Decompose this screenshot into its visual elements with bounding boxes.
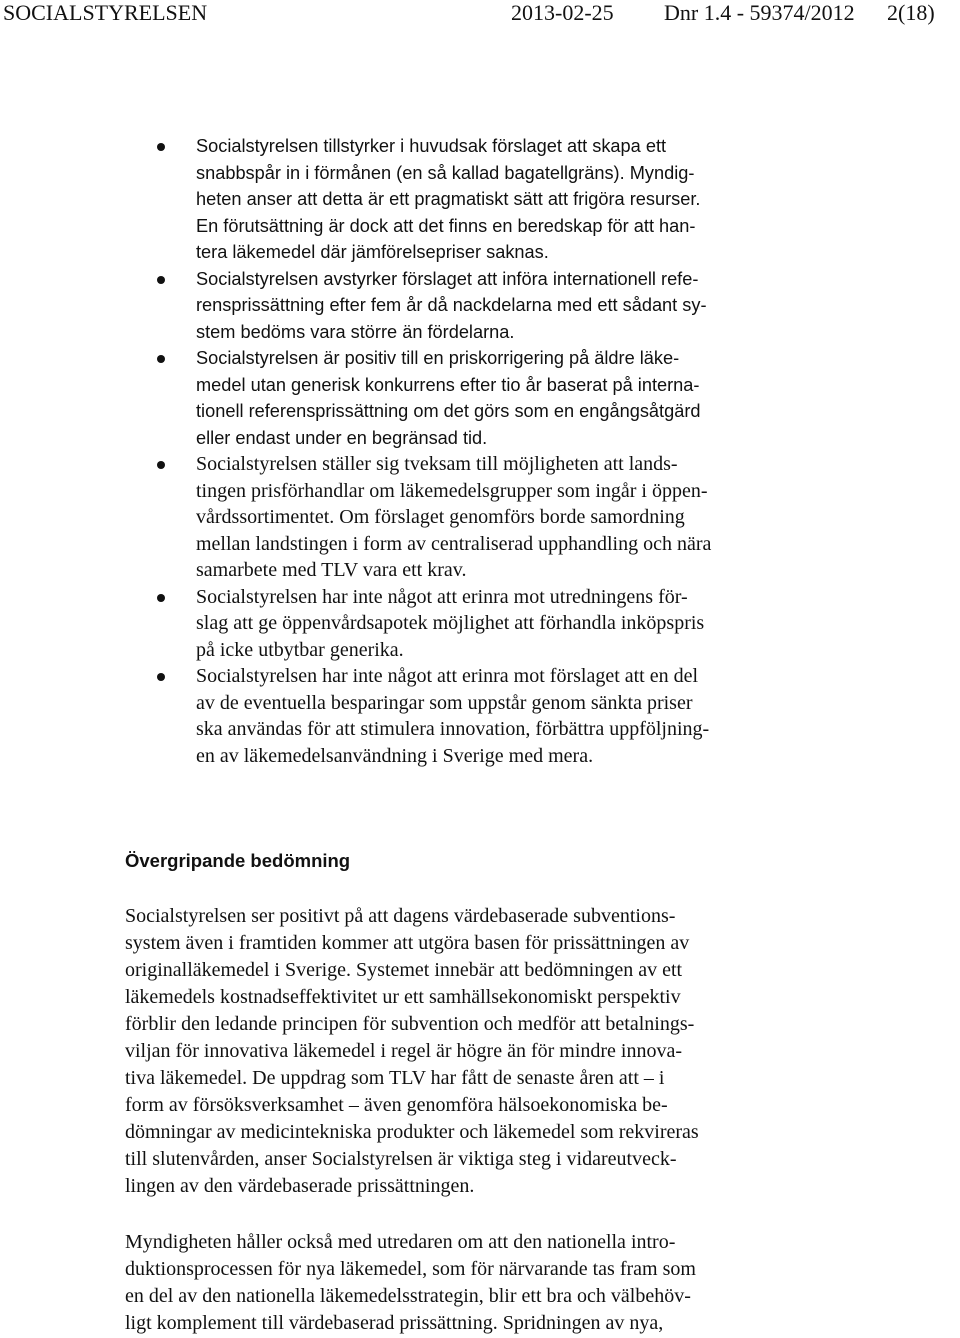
bullet-icon (157, 594, 165, 602)
bullet-icon (157, 355, 165, 363)
text-line: Socialstyrelsen har inte något att erinra mot utredningens för- (196, 585, 688, 608)
text-line: medel utan generisk konkurrens efter tio år baserat på interna- (196, 374, 700, 395)
bullet-list (0, 133, 960, 769)
text-line: Myndigheten håller också med utredaren om att den nationella intro- (125, 1231, 676, 1253)
bullet-icon (157, 276, 165, 284)
text-line: Socialstyrelsen ser positivt på att dagens värdebaserade subventions- (125, 905, 676, 927)
text-line: En förutsättning är dock att det finns en beredskap för att han- (196, 215, 696, 236)
text-line: Socialstyrelsen ställer sig tveksam till möjligheten att lands- (196, 453, 678, 475)
text-line: en av läkemedelsanvändning i Sverige med mera. (196, 744, 594, 767)
text-line: vårdssortimentet. Om förslaget genomförs borde samordning (196, 506, 685, 528)
text-line: Socialstyrelsen är positiv till en priskorrigering på äldre läke- (196, 348, 680, 368)
text-line: ska användas för att stimulera innovation, förbättra uppföljning- (196, 718, 710, 740)
text-line: stem bedöms vara större än fördelarna. (196, 321, 515, 342)
text-line: mellan landstingen i form av centraliserad upphandling och nära (196, 532, 712, 555)
text-line: på icke utbytbar generika. (196, 638, 404, 661)
bullet-item (0, 133, 960, 266)
paragraph (125, 1229, 845, 1337)
text-line: rensprissättning efter fem år då nackdelarna med ett sådant sy- (196, 295, 707, 315)
text-line: viljan för innovativa läkemedel i regel är högre än för mindre innova- (125, 1040, 683, 1062)
text-line: tera läkemedel där jämförelsepriser saknas. (196, 242, 549, 262)
bullet-icon (157, 461, 165, 469)
text-line: duktionsprocessen för nya läkemedel, som för närvarande tas fram som (125, 1258, 696, 1280)
text-line: tingen prisförhandlar om läkemedelsgrupper som ingår i öppen- (196, 479, 708, 502)
bullet-item (0, 663, 960, 769)
text-line: snabbspår in i förmånen (en så kallad bagatellgräns). Myndig- (196, 162, 695, 183)
bullet-item (0, 584, 960, 664)
page-number: 2(18) (887, 0, 935, 25)
text-line: läkemedels kostnadseffektivitet ur ett samhällsekonomiskt perspektiv (125, 986, 681, 1008)
text-line: Socialstyrelsen tillstyrker i huvudsak förslaget att skapa ett (196, 136, 667, 156)
bullet-icon (157, 143, 165, 151)
text-line: heten anser att detta är ett pragmatiskt sätt att frigöra resurser. (196, 189, 701, 209)
organization-name: SOCIALSTYRELSEN (3, 0, 208, 25)
text-line: ligt komplement till värdebaserad prissättning. Spridningen av nya, (125, 1312, 664, 1334)
document-date: 2013-02-25 (511, 0, 614, 25)
document-number: Dnr 1.4 - 59374/2012 (664, 0, 855, 25)
paragraph (125, 903, 845, 1200)
text-line: originalläkemedel i Sverige. Systemet innebär att bedömningen av ett (125, 959, 683, 981)
bullet-item (0, 266, 960, 346)
text-line: av de eventuella besparingar som uppstår genom sänkta priser (196, 691, 693, 714)
text-line: system även i framtiden kommer att utgöra basen för prissättningen av (125, 932, 690, 954)
text-line: slag att ge öppenvårdsapotek möjlighet att förhandla inköpspris (196, 612, 705, 634)
bullet-icon (157, 673, 165, 681)
page-header (0, 0, 960, 30)
bullet-item (0, 345, 960, 451)
text-line: tionell referensprissättning om det görs som en engångsåtgärd (196, 401, 701, 421)
text-line: till slutenvården, anser Socialstyrelsen är viktiga steg i vidareutveck- (125, 1148, 677, 1170)
text-line: lingen av den värdebaserade prissättningen. (125, 1175, 475, 1197)
text-line: förblir den ledande principen för subvention och medför att betalnings- (125, 1013, 695, 1035)
text-line: form av försöksverksamhet – även genomföra hälsoekonomiska be- (125, 1094, 668, 1116)
bullet-item (0, 451, 960, 584)
text-line: Socialstyrelsen har inte något att erinra mot förslaget att en del (196, 665, 699, 687)
text-line: tiva läkemedel. De uppdrag som TLV har fått de senaste åren att – i (125, 1067, 665, 1089)
text-line: Socialstyrelsen avstyrker förslaget att införa internationell refe- (196, 268, 699, 289)
text-line: en del av den nationella läkemedelsstrategin, blir ett bra och välbehöv- (125, 1285, 691, 1307)
text-line: dömningar av medicintekniska produkter och läkemedel som rekvireras (125, 1121, 699, 1143)
text-line: samarbete med TLV vara ett krav. (196, 559, 467, 581)
section-heading: Övergripande bedömning (125, 850, 351, 871)
text-line: eller endast under en begränsad tid. (196, 427, 488, 448)
